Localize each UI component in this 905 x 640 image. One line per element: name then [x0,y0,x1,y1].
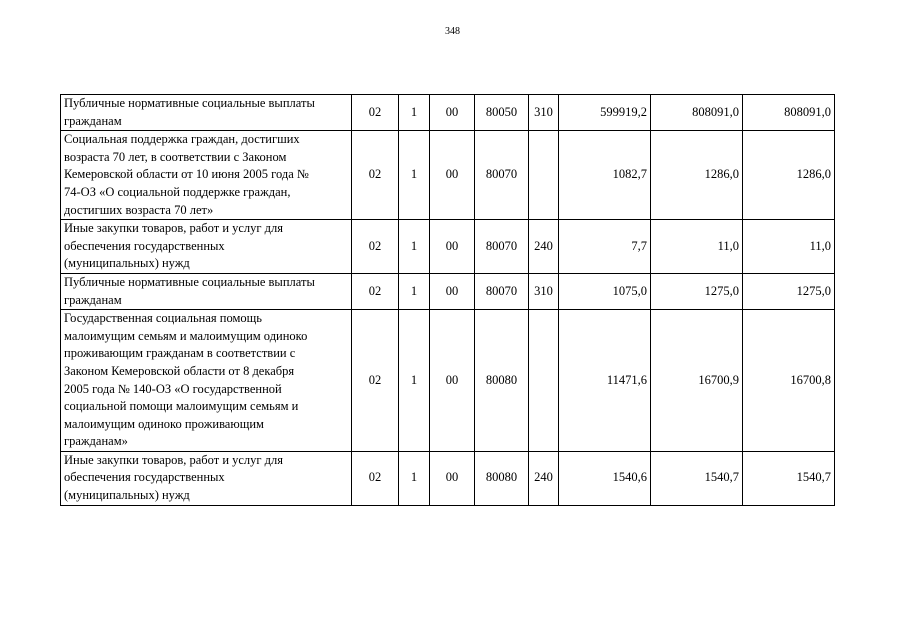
subprogram-code-cell: 00 [430,95,475,131]
amount-year1-cell: 11471,6 [559,310,651,452]
item-name-line: Государственная социальная помощь [64,311,262,326]
program-code-cell: 1 [399,273,430,309]
item-name-line: Публичные нормативные социальные выплаты [64,96,315,110]
item-name-cell [61,273,352,309]
direction-code-cell: 80070 [475,273,529,309]
item-name-cell [61,220,352,274]
amount-year2-cell: 16700,9 [651,310,743,452]
section-code-cell: 02 [352,131,399,220]
program-code-cell: 1 [399,220,430,274]
table-row [61,95,835,131]
section-code-cell: 02 [352,451,399,505]
item-name-line: гражданам» [64,434,128,449]
program-code-cell: 1 [399,451,430,505]
section-code-cell: 02 [352,220,399,274]
amount-year1-cell: 7,7 [559,220,651,274]
item-name-line: 2005 года № 140-ОЗ «О государственной [64,381,282,396]
table-row [61,310,835,452]
expense-type-cell: 240 [529,451,559,505]
expense-type-cell: 310 [529,273,559,309]
budget-table [60,94,835,506]
amount-year1-cell: 599919,2 [559,95,651,131]
item-name-line: малоимущим семьям и малоимущим одиноко [64,328,308,343]
amount-year3-cell: 1286,0 [743,131,835,220]
item-name-line: Кемеровской области от 10 июня 2005 года № [64,167,309,182]
item-name-line: Законом Кемеровской области от 8 декабря [64,363,295,378]
amount-year1-cell: 1082,7 [559,131,651,220]
table-row [61,131,835,220]
section-code-cell: 02 [352,95,399,131]
item-name-line: гражданам [64,113,122,128]
item-name-line: малоимущим одиноко проживающим [64,416,264,431]
amount-year2-cell: 1275,0 [651,273,743,309]
table-body [61,95,835,506]
direction-code-cell: 80050 [475,95,529,131]
amount-year3-cell: 11,0 [743,220,835,274]
item-name-line: (муниципальных) нужд [64,256,190,271]
subprogram-code-cell: 00 [430,273,475,309]
item-name-line: проживающим гражданам в соответствии с [64,346,296,361]
amount-year3-cell: 1540,7 [743,451,835,505]
expense-type-cell [529,131,559,220]
item-name-line: Иные закупки товаров, работ и услуг для [64,452,284,467]
item-name-line: Социальная поддержка граждан, достигших [64,132,300,147]
item-name-line: гражданам [64,292,122,307]
item-name-cell [61,451,352,505]
direction-code-cell: 80080 [475,310,529,452]
amount-year2-cell: 1540,7 [651,451,743,505]
program-code-cell: 1 [399,131,430,220]
item-name-cell [61,131,352,220]
amount-year3-cell: 808091,0 [743,95,835,131]
amount-year1-cell: 1540,6 [559,451,651,505]
program-code-cell: 1 [399,95,430,131]
subprogram-code-cell: 00 [430,220,475,274]
item-name-cell [61,310,352,452]
subprogram-code-cell: 00 [430,310,475,452]
item-name-line: достигших возраста 70 лет» [64,202,214,217]
amount-year3-cell: 16700,8 [743,310,835,452]
amount-year3-cell: 1275,0 [743,273,835,309]
subprogram-code-cell: 00 [430,451,475,505]
item-name-cell [61,95,352,131]
amount-year1-cell: 1075,0 [559,273,651,309]
item-name-line: обеспечения государственных [64,470,225,485]
item-name-line: (муниципальных) нужд [64,488,190,503]
table-row [61,220,835,274]
direction-code-cell: 80070 [475,220,529,274]
item-name-line: обеспечения государственных [64,238,225,253]
amount-year2-cell: 1286,0 [651,131,743,220]
item-name-line: Иные закупки товаров, работ и услуг для [64,221,284,236]
page-number: 348 [445,26,460,37]
table-row [61,451,835,505]
direction-code-cell: 80070 [475,131,529,220]
section-code-cell: 02 [352,310,399,452]
expense-type-cell [529,310,559,452]
item-name-line: социальной помощи малоимущим семьям и [64,399,299,414]
table-row [61,273,835,309]
expense-type-cell: 310 [529,95,559,131]
amount-year2-cell: 11,0 [651,220,743,274]
item-name-line: Публичные нормативные социальные выплаты [64,274,315,289]
subprogram-code-cell: 00 [430,131,475,220]
expense-type-cell: 240 [529,220,559,274]
amount-year2-cell: 808091,0 [651,95,743,131]
direction-code-cell: 80080 [475,451,529,505]
item-name-line: возраста 70 лет, в соответствии с Законом [64,149,287,164]
item-name-line: 74-ОЗ «О социальной поддержке граждан, [64,184,291,199]
program-code-cell: 1 [399,310,430,452]
section-code-cell: 02 [352,273,399,309]
